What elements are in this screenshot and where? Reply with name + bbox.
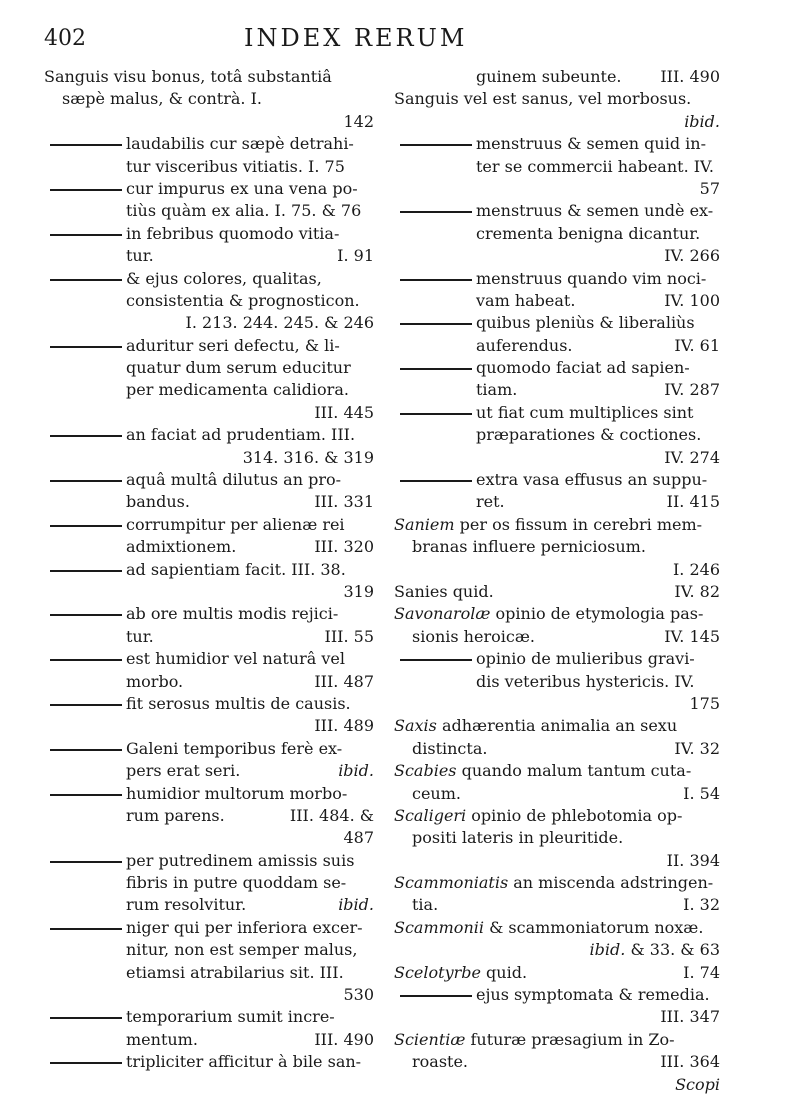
- repeat-dash: [400, 995, 472, 997]
- index-line: [44, 1006, 374, 1028]
- index-column-right: [394, 66, 720, 1096]
- index-line: [394, 268, 720, 290]
- index-entry-text: ret.: [476, 492, 505, 512]
- catchword: Scopi: [675, 1074, 720, 1094]
- index-headword-line: Sanguis visu bonus, totâ substantiâ: [44, 67, 332, 86]
- index-line: [44, 1029, 374, 1051]
- index-line: [394, 939, 720, 961]
- index-line: [44, 962, 374, 984]
- index-entry-text: quomodo faciat ad sapien-: [476, 358, 690, 378]
- index-line: [394, 805, 720, 827]
- index-line: [44, 827, 374, 849]
- index-entry-text: sionis heroicæ.: [412, 626, 535, 646]
- repeat-dash: [50, 525, 122, 527]
- index-entry-text: aquâ multâ dilutus an pro-: [126, 470, 342, 490]
- page-reference: III. 347: [660, 1007, 720, 1027]
- index-line: [394, 1074, 720, 1096]
- index-entry-text: etiamsi atrabilarius sit. III.: [126, 962, 344, 982]
- index-headword-line: Scabies quando malum tantum cuta-: [394, 761, 692, 781]
- index-line: [44, 111, 374, 133]
- page-reference: 142: [343, 111, 374, 131]
- index-entry-text: ab ore multis modis rejici-: [126, 604, 339, 624]
- index-entry-text: positi lateris in pleuritide.: [412, 828, 624, 848]
- index-entry-text: branas influere perniciosum.: [412, 537, 646, 557]
- repeat-dash: [50, 749, 122, 751]
- page-reference: IV. 82: [674, 581, 720, 601]
- page-reference: ibid. & 33. & 63: [589, 940, 720, 960]
- page-reference: II. 415: [666, 492, 720, 512]
- repeat-dash: [50, 480, 122, 482]
- repeat-dash: [400, 323, 472, 325]
- index-line: [44, 850, 374, 872]
- page-reference: 314. 316. & 319: [242, 447, 374, 467]
- index-line: [394, 693, 720, 715]
- index-line: [394, 447, 720, 469]
- index-entry-text: est humidior vel naturâ vel: [126, 649, 346, 669]
- index-line: [44, 514, 374, 536]
- repeat-dash: [50, 704, 122, 706]
- index-entry-text: nitur, non est semper malus,: [126, 940, 358, 960]
- index-line: [44, 268, 374, 290]
- index-line: [394, 514, 720, 536]
- repeat-dash: [50, 279, 122, 281]
- index-entry-text: rum resolvitur.: [126, 895, 247, 915]
- repeat-dash: [50, 1017, 122, 1019]
- page-reference: III. 55: [324, 626, 374, 646]
- index-line: [44, 469, 374, 491]
- index-entry-text: quatur dum serum educitur: [126, 358, 351, 378]
- index-line: [44, 671, 374, 693]
- index-entry-text: menstruus & semen quid in-: [476, 134, 706, 154]
- index-line: [394, 626, 720, 648]
- index-line: [394, 581, 720, 603]
- index-line: [394, 559, 720, 581]
- index-line: [44, 536, 374, 558]
- index-line: [394, 156, 720, 178]
- index-entry-text: aduritur seri defectu, & li-: [126, 335, 340, 355]
- index-line: [44, 491, 374, 513]
- page-reference: 319: [343, 581, 374, 601]
- index-line: [44, 178, 374, 200]
- index-headword-line: Sanguis vel est sanus, vel morbosus.: [394, 89, 692, 109]
- index-entry-text: auferendus.: [476, 335, 573, 355]
- page-reference: I. 213. 244. 245. & 246: [185, 313, 374, 333]
- index-line: [394, 491, 720, 513]
- index-entry-text: vam habeat.: [476, 290, 576, 310]
- repeat-dash: [400, 211, 472, 213]
- index-line: [44, 939, 374, 961]
- index-line: [394, 738, 720, 760]
- index-headword-line: Savonarolæ opinio de etymologia pas-: [394, 604, 704, 624]
- index-entry-text: laudabilis cur sæpè detrahi-: [126, 134, 354, 154]
- repeat-dash: [50, 234, 122, 236]
- index-entry-text: menstruus quando vim noci-: [476, 268, 707, 288]
- index-entry-text: tiùs quàm ex alia. I. 75. & 76: [126, 201, 362, 221]
- index-entry-text: tur visceribus vitiatis. I. 75: [126, 156, 345, 176]
- index-line: [44, 984, 374, 1006]
- index-line: [44, 917, 374, 939]
- index-line: [44, 872, 374, 894]
- index-headword-line: Scientiæ futuræ præsagium in Zo-: [394, 1029, 675, 1049]
- index-line: [394, 223, 720, 245]
- index-entry-text: corrumpitur per alienæ rei: [126, 514, 345, 534]
- page-reference: 530: [343, 985, 374, 1005]
- index-entry-text: niger qui per inferiora excer-: [126, 917, 363, 937]
- index-entry-text: tur.: [126, 626, 154, 646]
- index-entry-text: morbo.: [126, 671, 184, 691]
- index-line: [44, 693, 374, 715]
- repeat-dash: [50, 928, 122, 930]
- index-line: [44, 626, 374, 648]
- index-headword-line: Saxis adhærentia animalia an sexu: [394, 716, 678, 736]
- index-entry-text: roaste.: [412, 1052, 469, 1072]
- index-line: [394, 469, 720, 491]
- index-column-left: [44, 66, 374, 1074]
- page-reference: III. 364: [660, 1052, 720, 1072]
- index-line: [394, 827, 720, 849]
- index-entry-text: tur.: [126, 246, 154, 266]
- page-reference: I. 32: [683, 895, 720, 915]
- page-reference: I. 91: [337, 246, 374, 266]
- page-reference: IV. 100: [664, 290, 720, 310]
- page-reference: III. 331: [314, 492, 374, 512]
- index-entry-text: consistentia & prognosticon.: [126, 290, 360, 310]
- page-reference: IV. 32: [674, 738, 720, 758]
- index-line: [44, 88, 374, 110]
- index-entry-text: sæpè malus, & contrà. I.: [62, 89, 262, 109]
- page-reference: ibid.: [338, 761, 374, 781]
- index-line: [44, 1051, 374, 1073]
- index-entry-text: admixtionem.: [126, 537, 237, 557]
- repeat-dash: [50, 1062, 122, 1064]
- index-line: [394, 917, 720, 939]
- page-reference: II. 394: [666, 850, 720, 870]
- index-entry-text: & ejus colores, qualitas,: [126, 268, 322, 288]
- index-line: [44, 290, 374, 312]
- index-line: [394, 290, 720, 312]
- index-line: [44, 447, 374, 469]
- index-line: [394, 111, 720, 133]
- page-reference: IV. 145: [664, 626, 720, 646]
- page-number: 402: [44, 26, 86, 51]
- index-entry-text: in febribus quomodo vitia-: [126, 223, 340, 243]
- index-entry-text: guinem subeunte.: [476, 67, 622, 86]
- index-entry-text: ter se commercii habeant. IV.: [476, 156, 714, 176]
- index-line: [44, 581, 374, 603]
- index-headword-line: Saniem per os fissum in cerebri mem-: [394, 514, 703, 534]
- repeat-dash: [50, 189, 122, 191]
- index-line: [44, 603, 374, 625]
- index-line: [44, 223, 374, 245]
- index-entry-text: fit serosus multis de causis.: [126, 693, 351, 713]
- page-reference: III. 320: [314, 537, 374, 557]
- repeat-dash: [50, 861, 122, 863]
- repeat-dash: [50, 435, 122, 437]
- index-line: [394, 872, 720, 894]
- index-entry-text: ad sapientiam facit. III. 38.: [126, 559, 346, 579]
- repeat-dash: [400, 413, 472, 415]
- index-entry-text: extra vasa effusus an suppu-: [476, 470, 708, 490]
- index-entry-text: menstruus & semen undè ex-: [476, 201, 714, 221]
- index-line: [44, 156, 374, 178]
- page-reference: III. 490: [660, 67, 720, 86]
- page-reference: III. 487: [314, 671, 374, 691]
- index-line: [44, 424, 374, 446]
- index-entry-text: bandus.: [126, 492, 190, 512]
- index-entry-text: temporarium sumit incre-: [126, 1007, 335, 1027]
- page-reference: I. 54: [683, 783, 720, 803]
- index-line: [44, 357, 374, 379]
- index-entry-text: cur impurus ex una vena po-: [126, 178, 358, 198]
- index-entry-text: fibris in putre quoddam se-: [126, 873, 347, 893]
- page-reference: III. 484. &: [289, 805, 374, 825]
- index-entry-text: tripliciter afficitur à bile san-: [126, 1052, 362, 1072]
- index-line: [394, 603, 720, 625]
- index-line: [394, 1029, 720, 1051]
- page-reference: ibid.: [684, 111, 720, 131]
- index-line: [44, 648, 374, 670]
- repeat-dash: [50, 144, 122, 146]
- page-reference: I. 74: [683, 962, 720, 982]
- index-line: [44, 133, 374, 155]
- index-entry-text: per medicamenta calidiora.: [126, 380, 349, 400]
- index-line: [394, 133, 720, 155]
- page-reference: III. 445: [314, 402, 374, 422]
- index-line: [394, 402, 720, 424]
- index-entry-text: rum parens.: [126, 805, 225, 825]
- index-entry-text: crementa benigna dicantur.: [476, 223, 701, 243]
- repeat-dash: [400, 480, 472, 482]
- page-reference: III. 489: [314, 716, 374, 736]
- index-entry-text: distincta.: [412, 738, 488, 758]
- index-line: [394, 357, 720, 379]
- page-reference: III. 490: [314, 1029, 374, 1049]
- index-entry-text: ut fiat cum multiplices sint: [476, 402, 694, 422]
- page-reference: I. 246: [672, 559, 720, 579]
- index-entry-text: ceum.: [412, 783, 461, 803]
- index-line: [394, 88, 720, 110]
- index-line: [44, 783, 374, 805]
- index-entry-text: præparationes & coctiones.: [476, 425, 702, 445]
- index-line: [44, 245, 374, 267]
- index-line: [394, 424, 720, 446]
- index-entry-text: tia.: [412, 895, 439, 915]
- index-line: [44, 805, 374, 827]
- index-line: [44, 760, 374, 782]
- repeat-dash: [50, 346, 122, 348]
- index-entry-text: pers erat seri.: [126, 761, 241, 781]
- index-entry-text: mentum.: [126, 1029, 198, 1049]
- index-line: [44, 200, 374, 222]
- index-line: [44, 402, 374, 424]
- index-line: [394, 245, 720, 267]
- page-reference: 487: [343, 828, 374, 848]
- index-headword-line: Scelotyrbe quid.: [394, 962, 528, 982]
- repeat-dash: [400, 279, 472, 281]
- index-line: [394, 783, 720, 805]
- index-line: [394, 200, 720, 222]
- page-reference: IV. 274: [664, 447, 720, 467]
- index-line: [394, 850, 720, 872]
- index-entry-text: humidior multorum morbo-: [126, 783, 348, 803]
- index-line: [44, 66, 374, 88]
- repeat-dash: [50, 659, 122, 661]
- index-line: [394, 760, 720, 782]
- index-headword-line: Scammoniatis an miscenda adstringen-: [394, 873, 714, 893]
- index-line: [394, 1006, 720, 1028]
- index-line: [44, 894, 374, 916]
- repeat-dash: [50, 570, 122, 572]
- page-reference: 175: [689, 693, 720, 713]
- index-headword-line: Sanies quid.: [394, 581, 494, 601]
- repeat-dash: [50, 614, 122, 616]
- repeat-dash: [50, 794, 122, 796]
- index-line: [394, 536, 720, 558]
- index-line: [44, 312, 374, 334]
- page-reference: IV. 287: [664, 380, 720, 400]
- index-entry-text: Galeni temporibus ferè ex-: [126, 738, 343, 758]
- index-line: [44, 379, 374, 401]
- index-entry-text: quibus pleniùs & liberaliùs: [476, 313, 695, 333]
- index-line: [394, 178, 720, 200]
- page-reference: 57: [699, 178, 720, 198]
- page-reference: IV. 266: [664, 246, 720, 266]
- index-line: [394, 984, 720, 1006]
- index-headword-line: Scammonii & scammoniatorum noxæ.: [394, 917, 704, 937]
- index-line: [394, 312, 720, 334]
- index-entry-text: opinio de mulieribus gravi-: [476, 649, 695, 669]
- page-reference: ibid.: [338, 895, 374, 915]
- repeat-dash: [400, 368, 472, 370]
- index-entry-text: dis veteribus hystericis. IV.: [476, 671, 695, 691]
- repeat-dash: [400, 144, 472, 146]
- index-entry-text: tiam.: [476, 380, 518, 400]
- index-line: [394, 648, 720, 670]
- index-line: [394, 379, 720, 401]
- index-line: [44, 335, 374, 357]
- page-reference: IV. 61: [674, 335, 720, 355]
- index-line: [394, 671, 720, 693]
- index-line: [44, 559, 374, 581]
- index-line: [394, 66, 720, 88]
- index-line: [394, 962, 720, 984]
- index-entry-text: ejus symptomata & remedia.: [476, 985, 710, 1005]
- index-line: [44, 738, 374, 760]
- index-line: [394, 335, 720, 357]
- running-head: INDEX RERUM: [244, 24, 468, 52]
- index-line: [44, 715, 374, 737]
- index-line: [394, 1051, 720, 1073]
- index-line: [394, 894, 720, 916]
- index-line: [394, 715, 720, 737]
- index-entry-text: per putredinem amissis suis: [126, 850, 355, 870]
- repeat-dash: [400, 659, 472, 661]
- index-entry-text: an faciat ad prudentiam. III.: [126, 425, 356, 445]
- index-headword-line: Scaligeri opinio de phlebotomia op-: [394, 805, 683, 825]
